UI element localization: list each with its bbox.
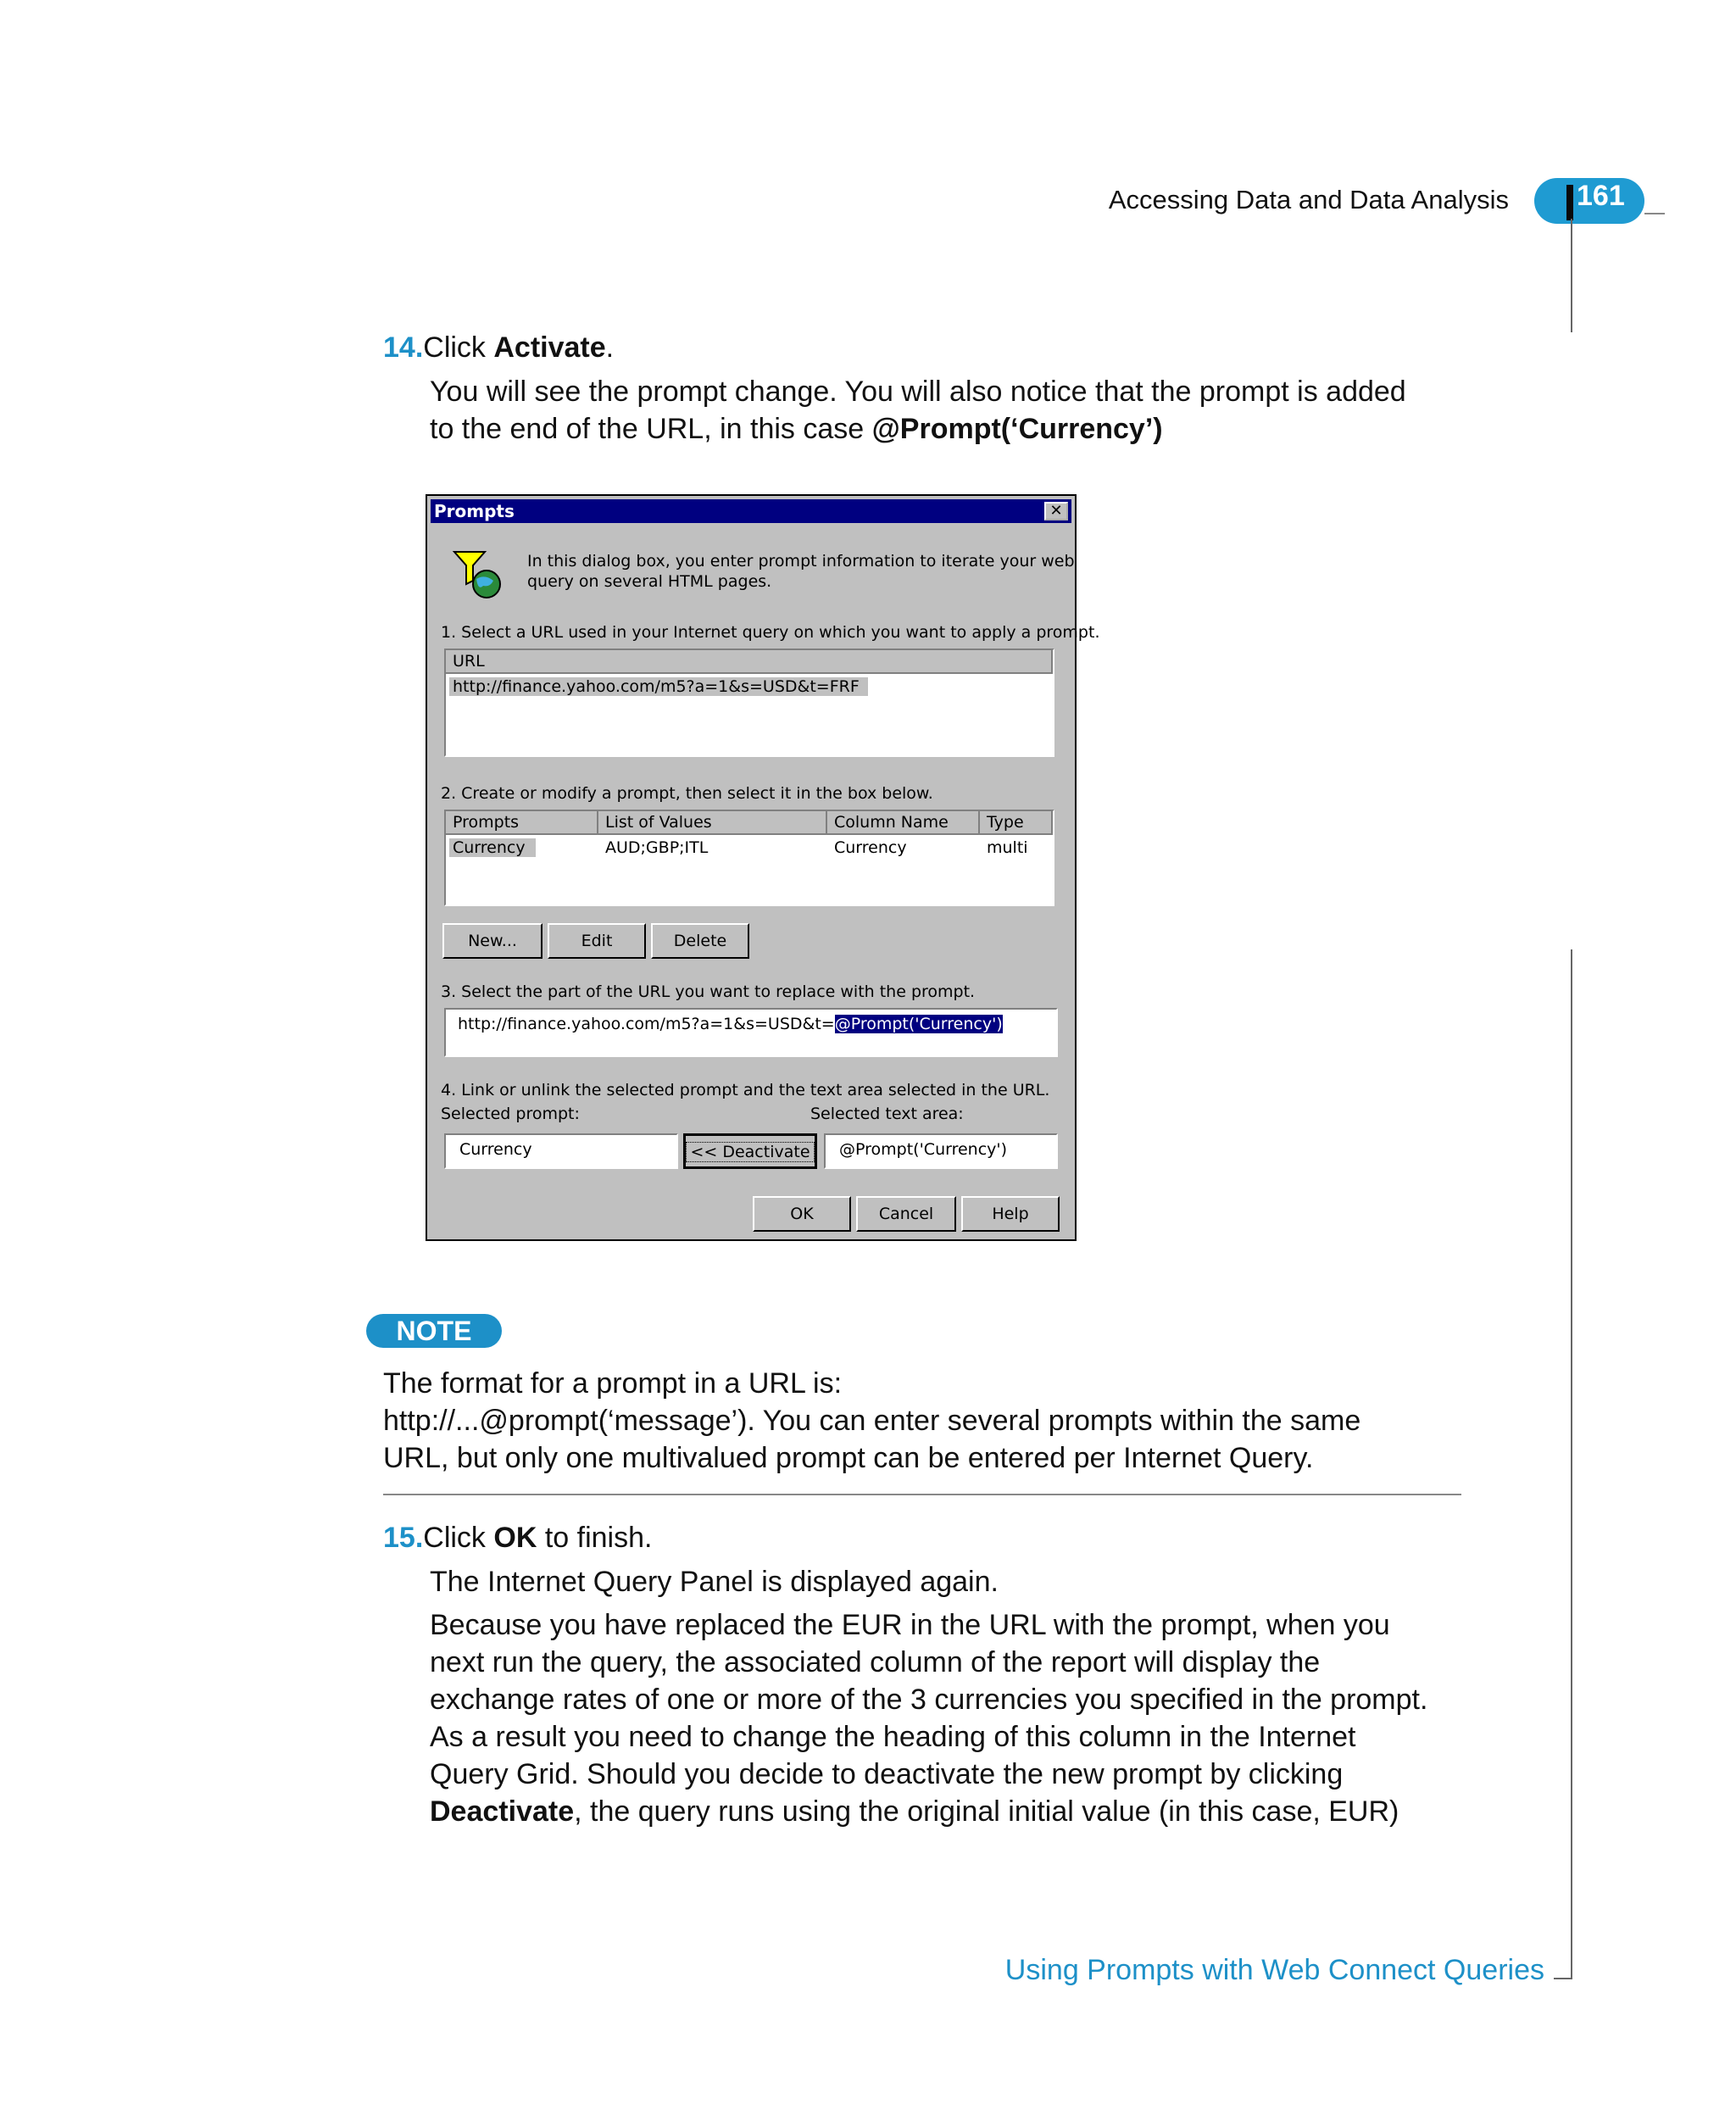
note-divider xyxy=(383,1494,1461,1495)
para-line: exchange rates of one or more of the 3 currencies you specified in the prompt. xyxy=(430,1684,1428,1716)
column-header-list-of-values[interactable]: List of Values xyxy=(598,811,827,835)
deactivate-button[interactable] xyxy=(683,1133,817,1169)
column-header-type[interactable]: Type xyxy=(980,811,1053,835)
close-icon[interactable]: ✕ xyxy=(1044,502,1068,520)
delete-button[interactable]: Delete xyxy=(651,923,749,959)
para-line: As a result you need to change the heading of this column in the Internet xyxy=(430,1721,1356,1753)
selected-text-value: @Prompt('Currency') xyxy=(839,1140,1008,1159)
para-line: next run the query, the associated column of the report will display the xyxy=(430,1646,1321,1678)
edit-button[interactable]: Edit xyxy=(548,923,646,959)
prompts-table[interactable] xyxy=(444,810,1054,906)
url-list[interactable] xyxy=(444,648,1054,757)
help-button[interactable]: Help xyxy=(961,1196,1060,1232)
prompts-dialog xyxy=(426,494,1100,1241)
para-line xyxy=(430,1793,1498,1830)
step-15 xyxy=(383,1519,652,1556)
note-text xyxy=(383,1365,1485,1477)
step-15-para-1: The Internet Query Panel is displayed again. xyxy=(430,1566,999,1598)
step-text-pre: Click xyxy=(423,331,494,364)
ok-button[interactable]: OK xyxy=(753,1196,851,1232)
dialog-title-bar xyxy=(431,499,1071,523)
running-footer: Using Prompts with Web Connect Queries xyxy=(1004,1954,1544,1986)
note-line-2: http://...@prompt(‘message’). You can enter several prompts within the same xyxy=(383,1405,1361,1437)
cell-column-name: Currency xyxy=(834,838,907,857)
running-header-title: Accessing Data and Data Analysis xyxy=(1108,185,1509,214)
prompt-code: @Prompt(‘Currency’) xyxy=(871,413,1163,445)
cell-type: multi xyxy=(987,838,1028,857)
margin-rule-top xyxy=(1571,219,1572,332)
url-edit-field[interactable] xyxy=(444,1008,1058,1057)
step-number: 14. xyxy=(383,331,424,364)
cancel-button[interactable]: Cancel xyxy=(856,1196,956,1232)
url-edit-text xyxy=(458,1015,1003,1033)
para-line: Query Grid. Should you decide to deactivate the new prompt by clicking xyxy=(430,1758,1344,1790)
step-14-description xyxy=(430,373,1489,448)
deactivate-bold: Deactivate xyxy=(430,1795,575,1828)
new-button[interactable]: New... xyxy=(442,923,542,959)
step-15-para-2 xyxy=(430,1606,1498,1830)
header-rule xyxy=(1644,213,1665,214)
step-2-label: 2. Create or modify a prompt, then select it in the box below. xyxy=(441,784,933,803)
footer-rule xyxy=(1554,1978,1572,1979)
selected-prompt-field[interactable] xyxy=(444,1133,678,1169)
note-badge: NOTE xyxy=(366,1314,502,1348)
url-edit-prefix: http://finance.yahoo.com/m5?a=1&s=USD&t= xyxy=(458,1015,835,1033)
url-edit-selection: @Prompt('Currency') xyxy=(834,1015,1003,1033)
intro-line-1: In this dialog box, you enter prompt information to iterate your web xyxy=(527,552,1075,571)
note-line-1: The format for a prompt in a URL is: xyxy=(383,1367,843,1400)
dialog-title: Prompts xyxy=(434,501,515,521)
margin-rule-right xyxy=(1571,949,1572,1979)
step-14-line-2-text: to the end of the URL, in this case xyxy=(430,413,872,445)
step-14-line-1: You will see the prompt change. You will also notice that the prompt is added xyxy=(430,376,1406,408)
column-header-prompts[interactable]: Prompts xyxy=(446,811,598,835)
para-line: Because you have replaced the EUR in the URL with the prompt, when you xyxy=(430,1609,1390,1641)
page-number-bar xyxy=(1566,185,1573,220)
step-1-label: 1. Select a URL used in your Internet query on which you want to apply a prompt. xyxy=(441,623,1100,642)
column-header-column-name[interactable]: Column Name xyxy=(827,811,980,835)
note-line-3: URL, but only one multivalued prompt can be entered per Internet Query. xyxy=(383,1442,1314,1474)
step-text-bold: Activate xyxy=(493,331,606,364)
cell-prompt: Currency xyxy=(449,838,536,857)
url-list-item[interactable]: http://finance.yahoo.com/m5?a=1&s=USD&t=FRF xyxy=(449,677,868,696)
selected-text-field[interactable] xyxy=(824,1133,1058,1169)
selected-text-label: Selected text area: xyxy=(810,1105,964,1123)
intro-line-2: query on several HTML pages. xyxy=(527,572,772,591)
step-text-pre: Click xyxy=(423,1522,494,1554)
step-text-bold: OK xyxy=(493,1522,537,1554)
step-text-post: . xyxy=(605,331,615,364)
step-14-line-2 xyxy=(430,410,1489,448)
step-4-label: 4. Link or unlink the selected prompt and the text area selected in the URL. xyxy=(441,1081,1050,1099)
deactivate-label: << Deactivate xyxy=(686,1142,814,1162)
step-number: 15. xyxy=(383,1522,424,1554)
url-column-header[interactable]: URL xyxy=(446,650,1053,674)
selected-prompt-label: Selected prompt: xyxy=(441,1105,580,1123)
step-3-label: 3. Select the part of the URL you want to replace with the prompt. xyxy=(441,982,976,1001)
step-text-post: to finish. xyxy=(537,1522,653,1554)
funnel-globe-icon xyxy=(451,548,505,601)
para-line-rest: , the query runs using the original initial value (in this case, EUR) xyxy=(574,1795,1399,1828)
selected-prompt-value: Currency xyxy=(459,1140,532,1159)
cell-list-of-values: AUD;GBP;ITL xyxy=(605,838,709,857)
page-number: 161 xyxy=(1577,180,1625,212)
step-14 xyxy=(383,329,614,366)
